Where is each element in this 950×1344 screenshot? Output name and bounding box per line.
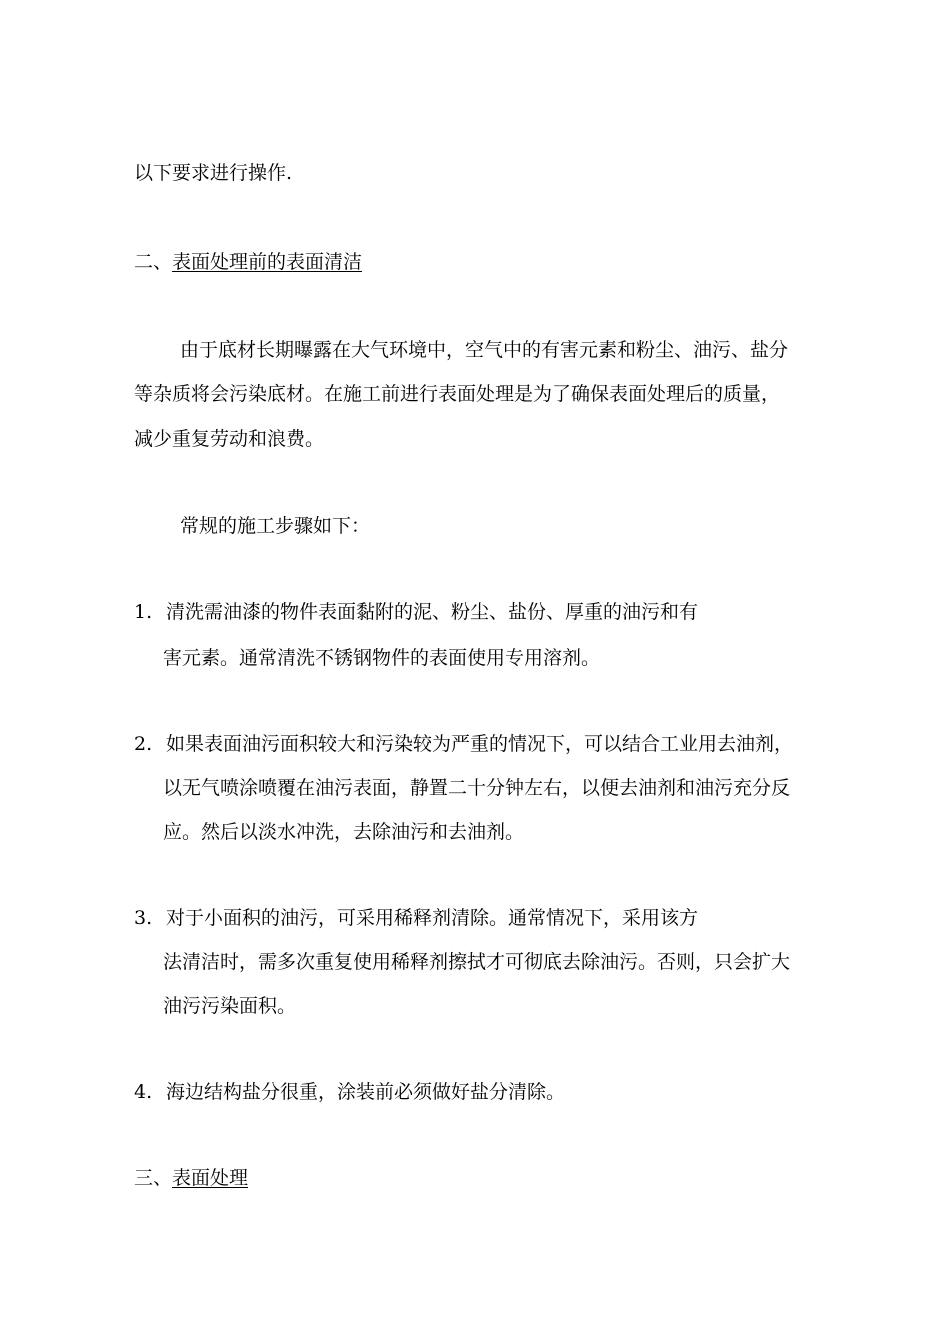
step-line: 如果表面油污面积较大和污染较为严重的情况下，可以结合工业用去油剂， (166, 733, 794, 755)
paragraph-line: 由于底材长期曝露在大气环境中，空气中的有害元素和粉尘、油污、盐分 (180, 339, 789, 361)
step-line: 害元素。通常清洗不锈钢物件的表面使用专用溶剂。 (163, 647, 601, 669)
step-line: 以无气喷涂喷覆在油污表面，静置二十分钟左右，以便去油剂和油污充分反 (163, 777, 791, 799)
step-line: 对于小面积的油污，可采用稀释剂清除。通常情况下，采用该方 (166, 907, 699, 929)
section-3-heading (134, 1166, 248, 1190)
step-number: 1. (134, 601, 153, 623)
step-line: 法清洁时，需多次重复使用稀释剂擦拭才可彻底去除油污。否则，只会扩大 (163, 951, 791, 973)
step-number: 4. (134, 1081, 153, 1103)
intro-tail-text: 以下要求进行操作. (134, 162, 293, 184)
paragraph-line: 减少重复劳动和浪费。 (134, 428, 325, 450)
section-2-number: 二、 (134, 251, 173, 273)
step-line: 清洗需油漆的物件表面黏附的泥、粉尘、盐份、厚重的油污和有 (166, 601, 699, 623)
section-2-heading (134, 250, 362, 274)
step-line: 应。然后以淡水冲洗，去除油污和去油剂。 (163, 821, 525, 843)
section-3-title: 表面处理 (172, 1167, 249, 1189)
section-2-title: 表面处理前的表面清洁 (172, 251, 363, 273)
section-3-number: 三、 (134, 1167, 173, 1189)
step-line: 油污污染面积。 (163, 995, 297, 1017)
step-line: 海边结构盐分很重，涂装前必须做好盐分清除。 (166, 1081, 566, 1103)
steps-heading: 常规的施工步骤如下： (180, 515, 371, 537)
step-number: 3. (134, 907, 153, 929)
step-number: 2. (134, 733, 153, 755)
paragraph-line: 等杂质将会污染底材。在施工前进行表面处理是为了确保表面处理后的质量， (134, 383, 781, 405)
